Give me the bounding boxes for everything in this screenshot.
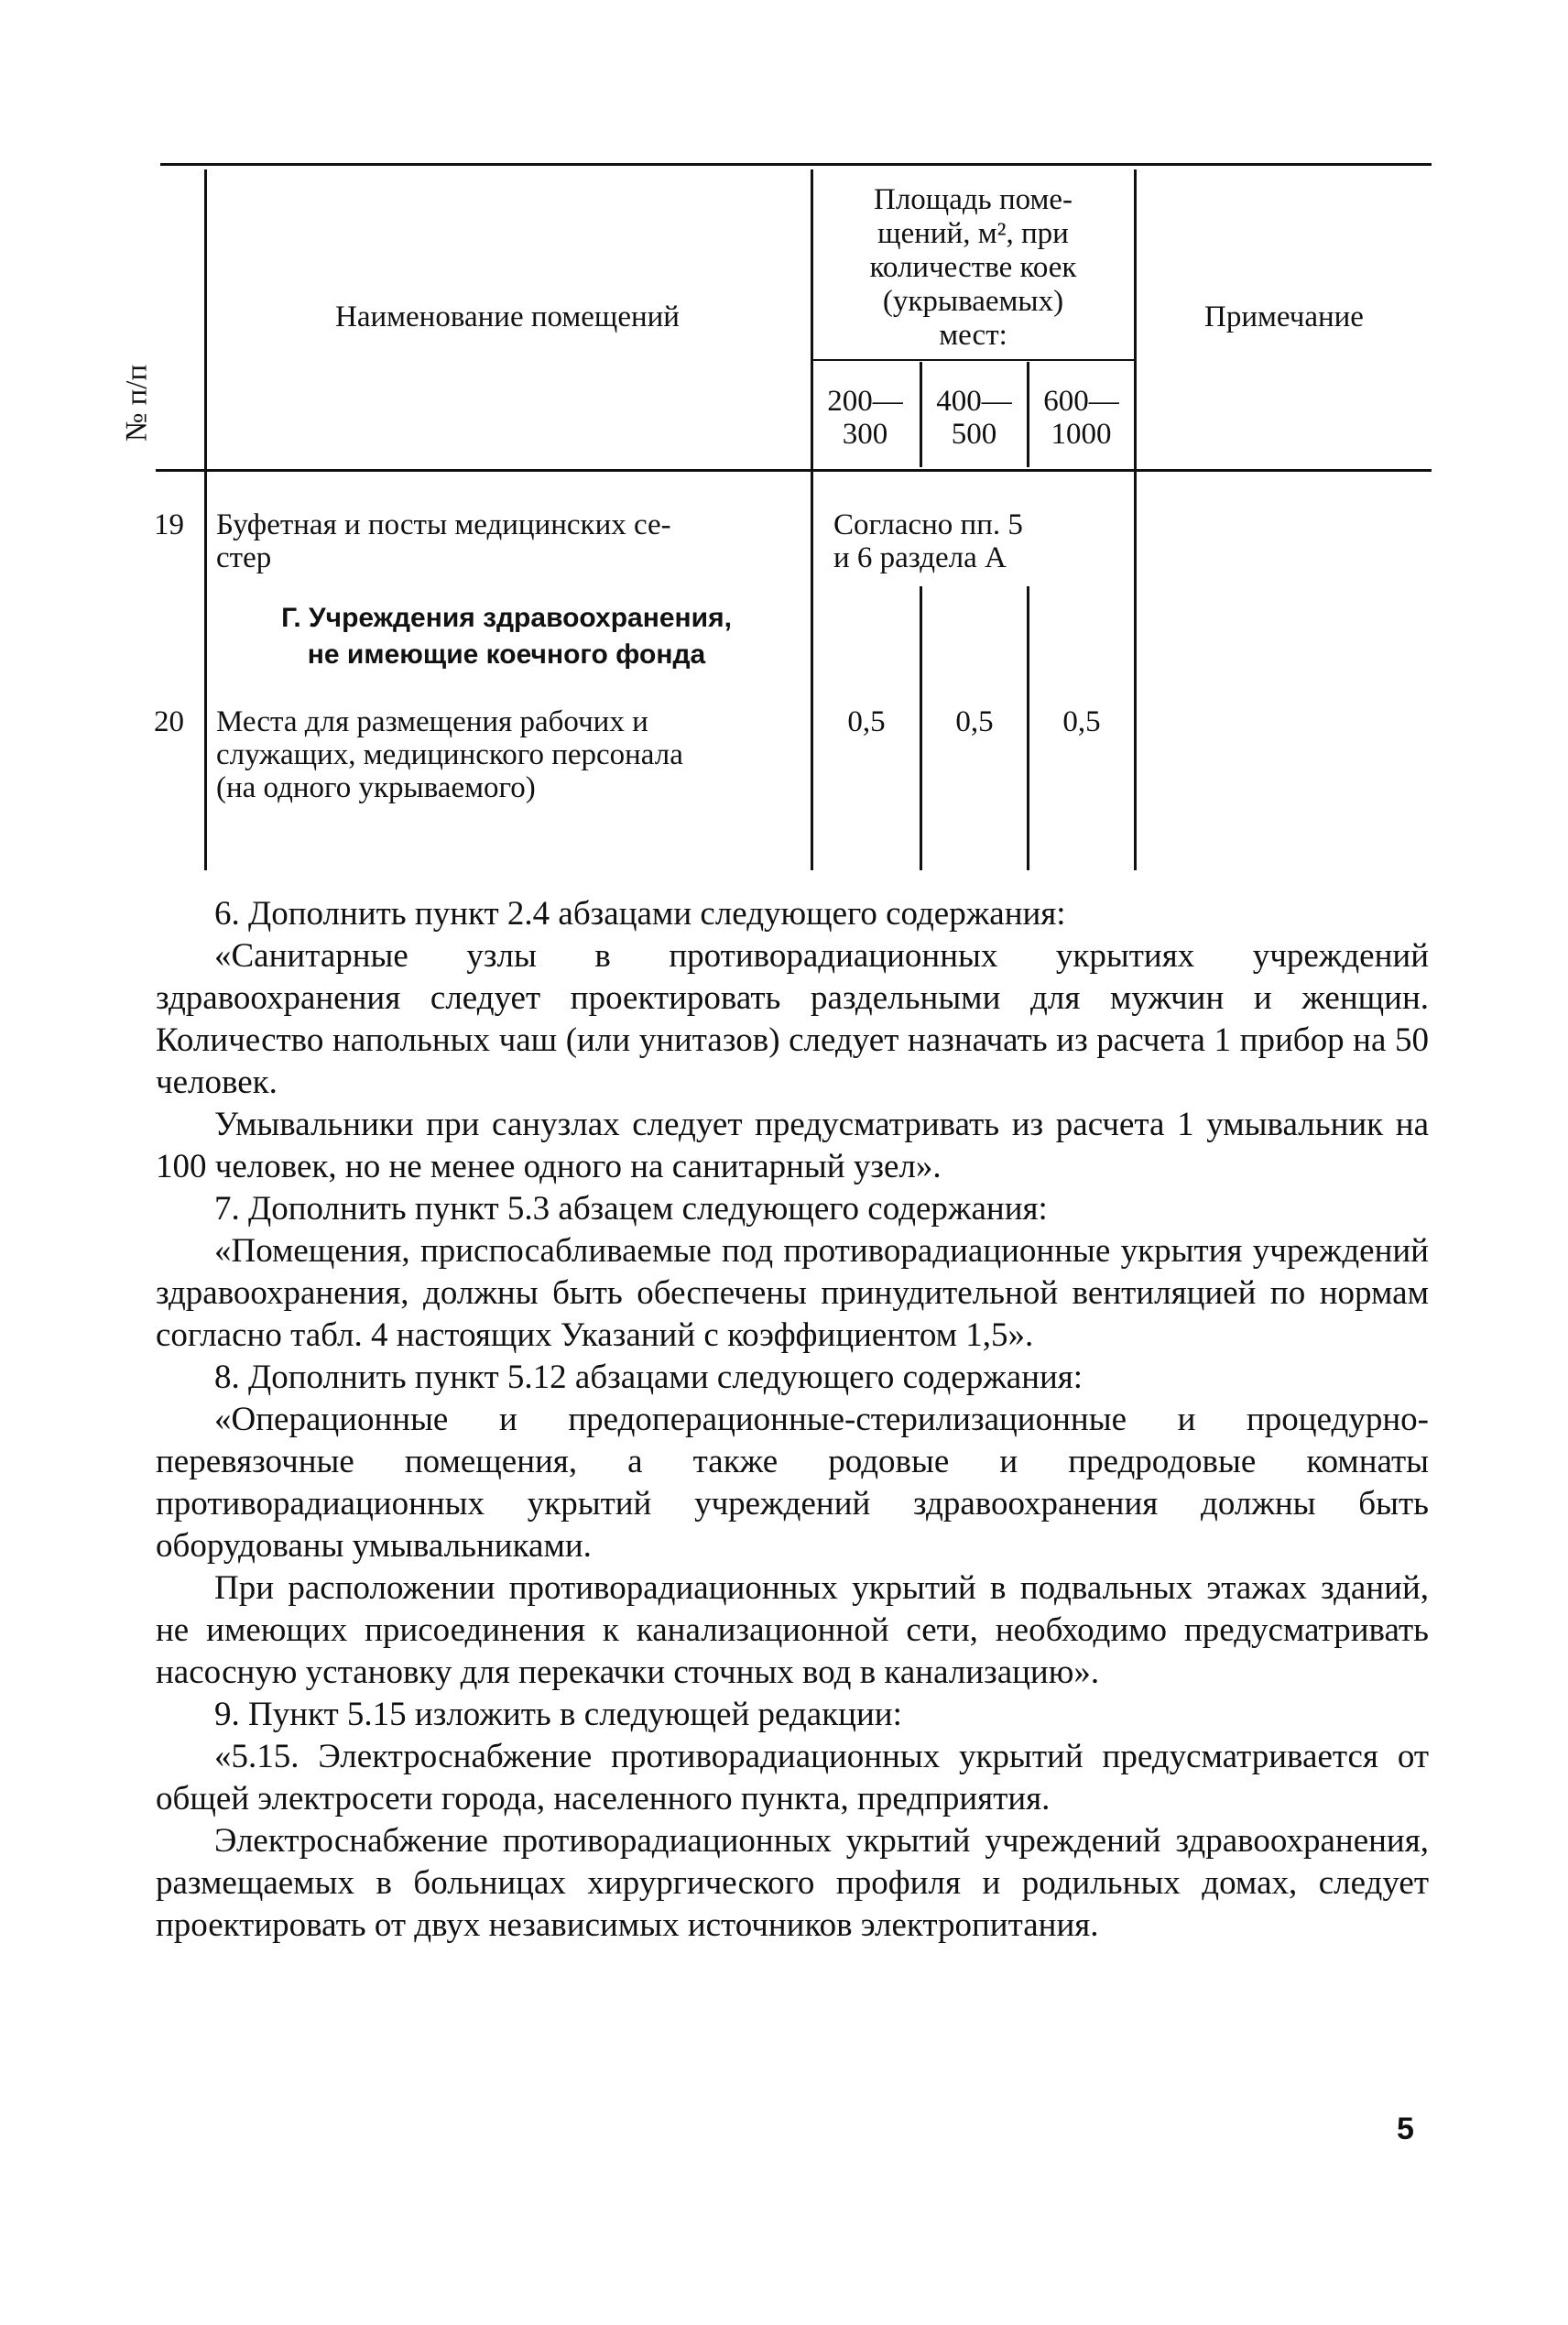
row-19-area: Согласно пп. 5 и 6 раздела А <box>833 508 1023 574</box>
header-area: Площадь поме- щений, м², при количестве коек (укрываемых) мест: <box>869 183 1077 352</box>
rooms-area-table <box>0 0 1568 879</box>
row-20-value-2: 0,5 <box>955 705 994 738</box>
header-area-col-3: 600— 1000 <box>1043 385 1119 451</box>
header-area-col-1: 200— 300 <box>827 385 903 451</box>
row-20-value-3: 0,5 <box>1062 705 1101 738</box>
header-note: Примечание <box>1204 300 1364 333</box>
header-area-col-2: 400— 500 <box>936 385 1012 451</box>
row-20-name: Места для размещения рабочих и служащих, медицинского персонала (на одного укрываемого) <box>216 705 683 804</box>
col-divider-area-2-body <box>1027 586 1029 870</box>
paragraph: 6. Дополнить пункт 2.4 абзацами следующего содержания: <box>214 895 1066 933</box>
row-19-number: 19 <box>154 508 184 541</box>
col-divider-name <box>811 169 813 870</box>
paragraph: Электроснабжение противорадиационных укрытий учреждений здравоохранения, размещаемых в больницах хирургического профиля и родильных домах, следует проектировать от двух независимых источников электропитания. <box>156 1822 1429 1944</box>
paragraph: 7. Дополнить пункт 5.3 абзацем следующего содержания: <box>214 1190 1048 1228</box>
paragraph: 9. Пункт 5.15 изложить в следующей редакции: <box>214 1696 902 1733</box>
paragraph: «Операционные и предоперационные-стерилизационные и процедурно-перевязочные помещения, а также родовые и предродовые комнаты противорадиационных укрытий учреждений здравоохранения должны быть оборудованы умывальниками. <box>156 1401 1429 1565</box>
row-20-number: 20 <box>154 705 184 738</box>
paragraph: «Санитарные узлы в противорадиационных укрытиях учреждений здравоохранения следует проектировать раздельными для мужчин и женщин. Количество напольных чаш (или унитазов) следует назначать из расчета 1 прибор на 50 человек. <box>156 937 1429 1101</box>
col-divider-note <box>1134 169 1137 870</box>
paragraph: 8. Дополнить пункт 5.12 абзацами следующего содержания: <box>214 1359 1083 1396</box>
header-number: № п/п <box>120 364 154 442</box>
paragraph: «Помещения, приспосабливаемые под противорадиационные укрытия учреждений здравоохранения, должны быть обеспечены принудительной вентиляцией по нормам согласно табл. 4 настоящих Указаний с коэффициентом 1,5». <box>156 1232 1429 1354</box>
header-bottom-rule <box>156 469 1432 472</box>
section-heading-g: Г. Учреждения здравоохранения, не имеющие коечного фонда <box>281 603 732 670</box>
paragraph: «5.15. Электроснабжение противорадиационных укрытий предусматривается от общей электросети города, населенного пункта, предприятия. <box>156 1738 1429 1817</box>
row-20-value-1: 0,5 <box>847 705 886 738</box>
header-name: Наименование помещений <box>335 300 680 333</box>
page-number: 5 <box>1397 2112 1414 2146</box>
amendments-text <box>156 893 1429 1947</box>
col-divider-num <box>204 169 207 870</box>
row-19-name: Буфетная и посты медицинских се- стер <box>216 508 671 574</box>
table-top-rule <box>160 163 1432 166</box>
paragraph: Умывальники при санузлах следует предусматривать из расчета 1 умывальник на 100 человек, но не менее одного на санитарный узел». <box>156 1106 1429 1185</box>
area-subheader-rule <box>811 359 1136 361</box>
paragraph: При расположении противорадиационных укрытий в подвальных этажах зданий, не имеющих присоединения к канализационной сети, необходимо предусматривать насосную установку для перекачки сточных вод в канализацию». <box>156 1569 1429 1691</box>
col-divider-area-1-body <box>920 586 922 870</box>
